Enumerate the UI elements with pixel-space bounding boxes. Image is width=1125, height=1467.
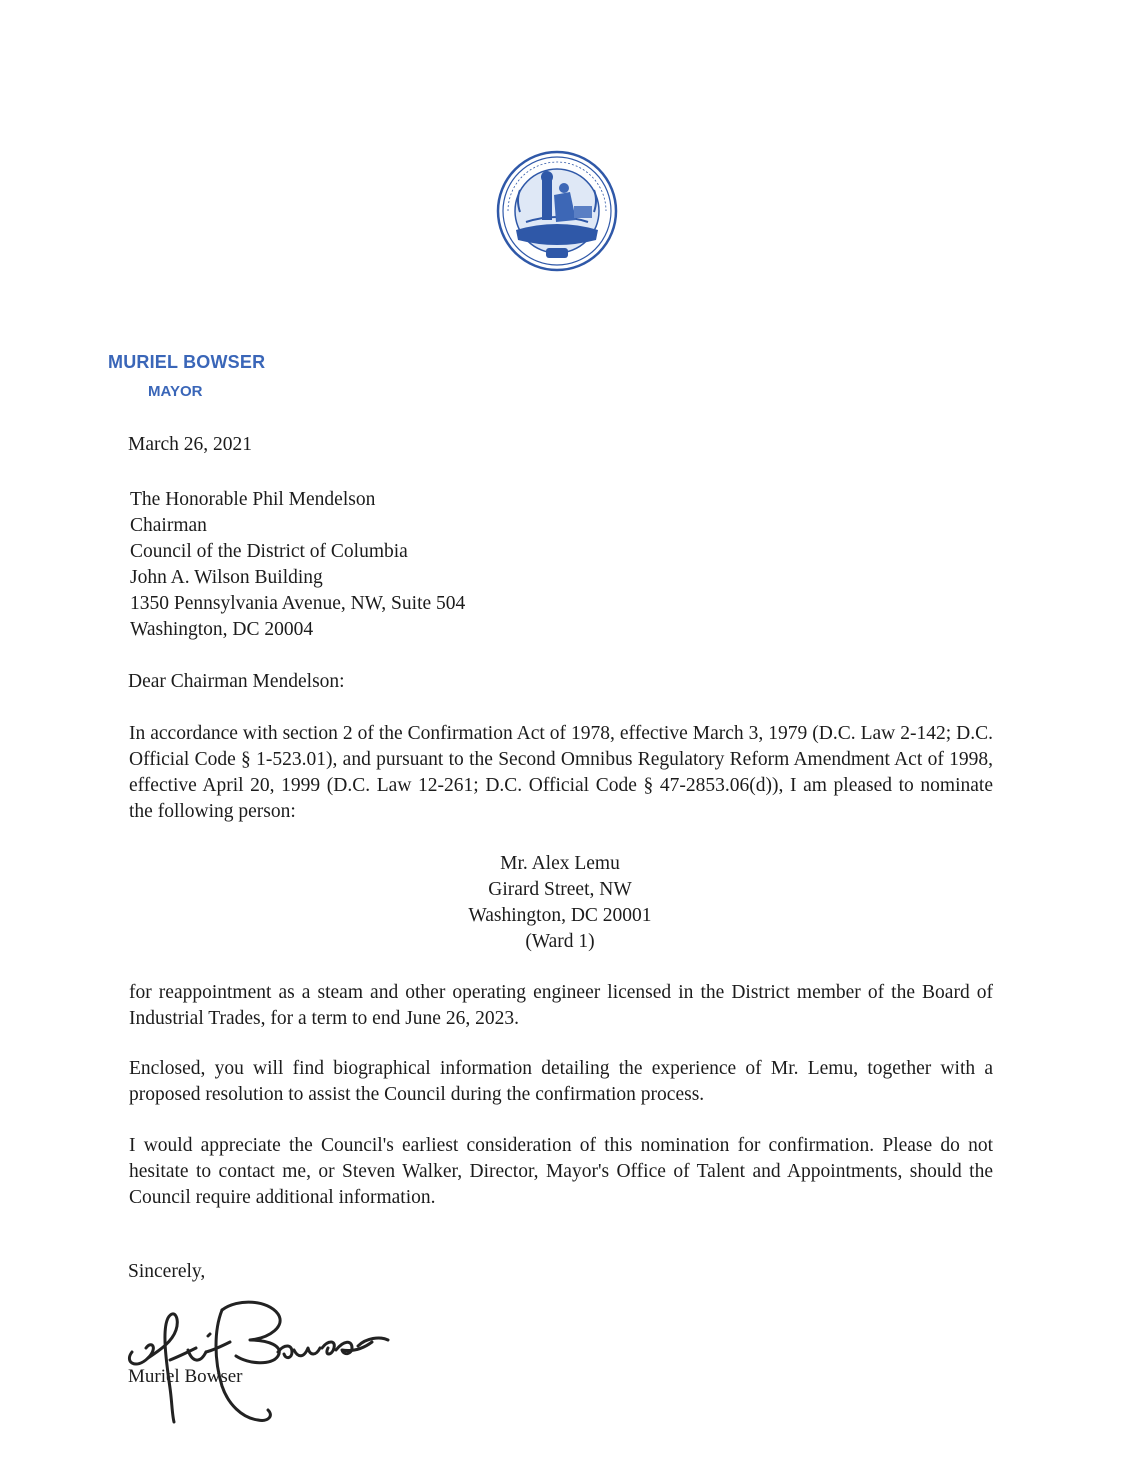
- address-line: John A. Wilson Building: [130, 567, 323, 588]
- paragraph-appointment: for reappointment as a steam and other operating engineer licensed in the District member of the Board of Industrial Trades, for a term to end June 26, 2023.: [129, 982, 993, 1029]
- mayor-name-letterhead: MURIEL BOWSER: [108, 352, 266, 372]
- paragraph-enclosed: Enclosed, you will find biographical information detailing the experience of Mr. Lemu, together with a proposed resolution to assist the Council during the confirmation process.: [129, 1058, 993, 1105]
- nominee-line: Washington, DC 20001: [468, 905, 652, 926]
- salutation: Dear Chairman Mendelson:: [128, 671, 345, 692]
- nominee-line: (Ward 1): [525, 931, 595, 952]
- mayor-title-letterhead: MAYOR: [148, 383, 203, 400]
- dc-seal-icon: [496, 150, 618, 272]
- nominee-line: Girard Street, NW: [488, 879, 632, 900]
- address-line: Council of the District of Columbia: [130, 541, 408, 562]
- address-line: 1350 Pennsylvania Avenue, NW, Suite 504: [130, 593, 466, 614]
- paragraph-request: I would appreciate the Council's earliest consideration of this nomination for confirmation. Please do not hesitate to contact me, or Steven Walker, Director, Mayor's Office of Talent and Appointments, should the Council require additional information.: [129, 1135, 993, 1208]
- closing: Sincerely,: [128, 1261, 206, 1282]
- recipient-address: [130, 487, 465, 643]
- typed-signer-name: Muriel Bowser: [128, 1366, 243, 1387]
- address-line: Chairman: [130, 515, 207, 536]
- nominee-block: [300, 851, 820, 955]
- letter-date: March 26, 2021: [128, 434, 253, 455]
- nominee-line: Mr. Alex Lemu: [500, 853, 620, 874]
- address-line: The Honorable Phil Mendelson: [130, 489, 376, 510]
- address-line: Washington, DC 20004: [130, 619, 314, 640]
- paragraph-nomination: In accordance with section 2 of the Confirmation Act of 1978, effective March 3, 1979 (D.C. Law 2-142; D.C. Official Code § 1-523.01), and pursuant to the Second Omnibus Regulatory Reform Amendment Act of 1998, effective April 20, 1999 (D.C. Law 12-261; D.C. Official Code § 47-2853.06(d)), I am pleased to nominate the following person:: [129, 723, 993, 822]
- handwritten-signature: [118, 1290, 408, 1430]
